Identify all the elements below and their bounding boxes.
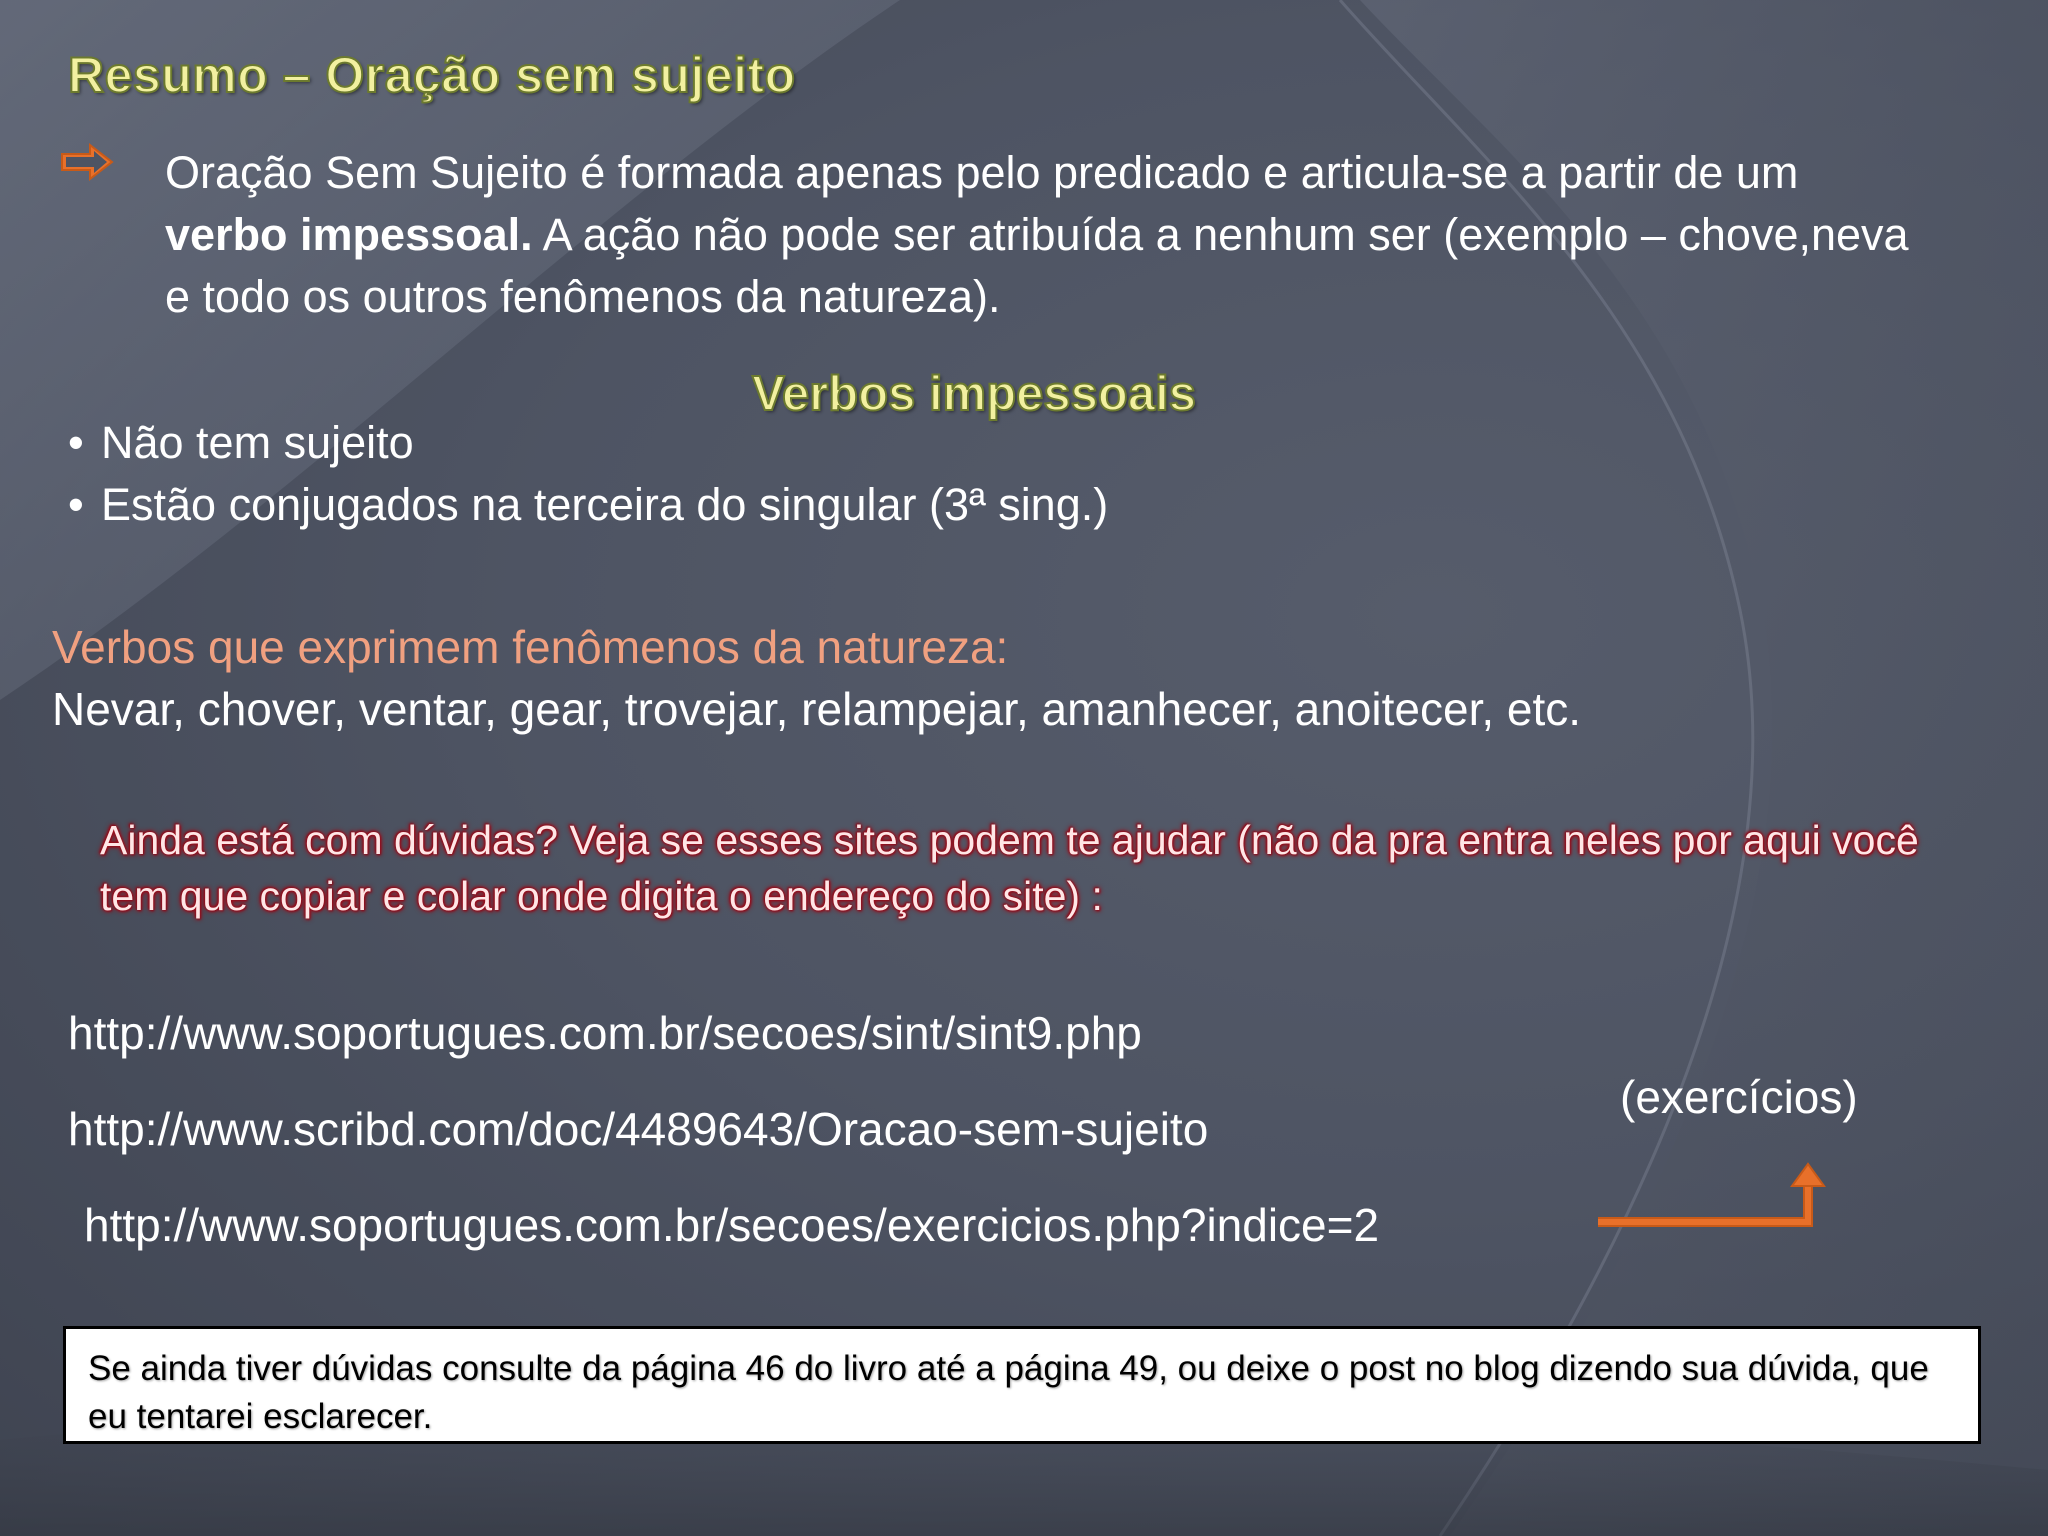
note-box xyxy=(63,1326,1981,1444)
doubts-text: Ainda está com dúvidas? Veja se esses sites podem te ajudar (não da pra entra neles por aqui você tem que copiar e colar onde digita o endereço do site) : xyxy=(100,817,1919,919)
list-item-text: Estão conjugados na terceira do singular (3ª sing.) xyxy=(101,479,1109,530)
bullet-marker: • xyxy=(68,417,84,468)
bullet-list xyxy=(68,412,1108,536)
list-item xyxy=(68,412,1108,474)
bent-up-arrow-icon xyxy=(1590,1160,1830,1240)
intro-text-end: A ação não pode ser atribuída a nenhum ser (exemplo – chove,neva e todo os outros fenômenos da natureza). xyxy=(165,209,1909,322)
intro-bold-term: verbo impessoal. xyxy=(165,209,533,260)
bullet-marker: • xyxy=(68,479,84,530)
link-scribd[interactable]: http://www.scribd.com/doc/4489643/Oracao-sem-sujeito xyxy=(68,1103,1209,1155)
list-item-text: Não tem sujeito xyxy=(101,417,414,468)
link-soportugues-exercicios[interactable]: http://www.soportugues.com.br/secoes/exercicios.php?indice=2 xyxy=(84,1199,1380,1251)
section-subtitle: Verbos impessoais xyxy=(752,367,1196,421)
nature-verbs: Nevar, chover, ventar, gear, trovejar, relampejar, amanhecer, anoitecer, etc. xyxy=(52,683,1582,735)
exercises-label: (exercícios) xyxy=(1620,1071,1858,1123)
link-soportugues-sint9[interactable]: http://www.soportugues.com.br/secoes/sint/sint9.php xyxy=(68,1007,1142,1059)
intro-text-start: Oração Sem Sujeito é formada apenas pelo predicado e articula-se a partir de um xyxy=(165,147,1799,198)
slide-title: Resumo – Oração sem sujeito xyxy=(68,47,796,103)
note-text: Se ainda tiver dúvidas consulte da página 46 do livro até a página 49, ou deixe o post no blog dizendo sua dúvida, que eu tentarei esclarecer. xyxy=(88,1349,1929,1436)
list-item xyxy=(68,474,1108,536)
intro-paragraph xyxy=(165,142,1925,328)
right-arrow-icon xyxy=(60,142,114,182)
nature-heading: Verbos que exprimem fenômenos da natureza: xyxy=(52,621,1009,673)
